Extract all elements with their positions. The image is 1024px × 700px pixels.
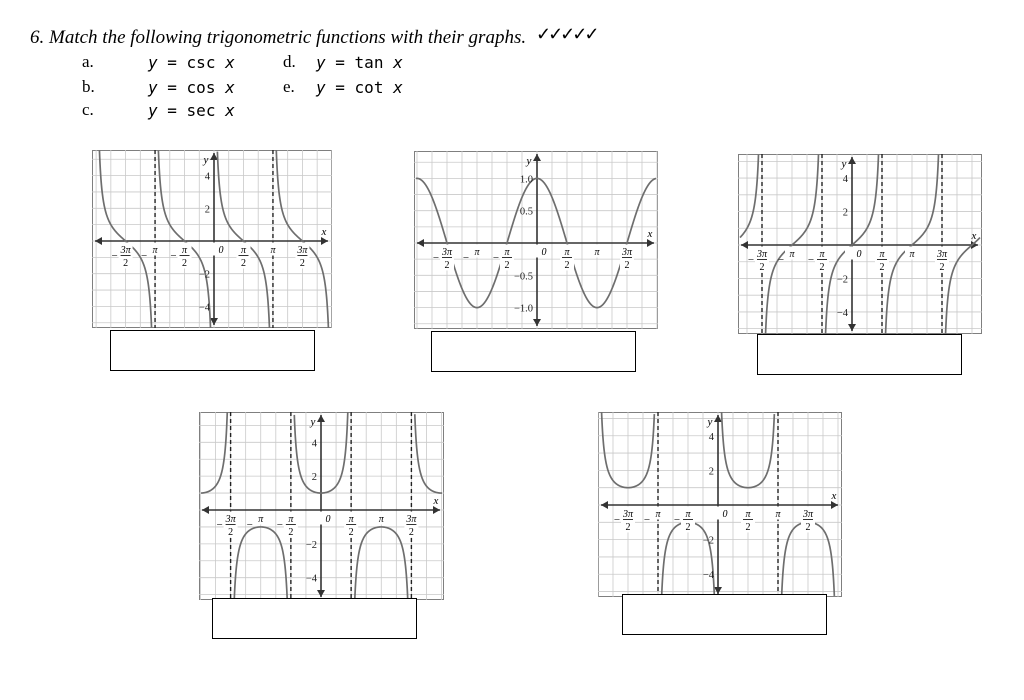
y-tick-label: 4 (311, 438, 317, 450)
x-tick-minus: − (216, 519, 223, 531)
x-tick-numerator: 0 (856, 249, 862, 260)
graph-cos (414, 151, 658, 329)
option-function (148, 78, 235, 97)
x-tick-numerator: π (474, 247, 480, 258)
y-tick-label: −1.0 (513, 303, 533, 315)
x-tick-denominator: 2 (408, 527, 414, 538)
x-tick-numerator: 3π (225, 514, 236, 525)
x-tick-numerator: π (240, 245, 246, 256)
x-tick-numerator: π (182, 245, 188, 256)
x-tick-numerator: π (789, 249, 795, 260)
x-tick-denominator: 2 (564, 260, 570, 271)
option-letter: c. (82, 100, 94, 119)
x-tick-denominator: 2 (288, 527, 294, 538)
answer-box-3[interactable] (757, 334, 962, 375)
option-equals: = (325, 78, 355, 97)
x-axis-label: x (971, 230, 977, 242)
x-tick-numerator: π (152, 245, 158, 256)
x-tick-label (236, 243, 250, 270)
y-tick-label: −4 (198, 302, 210, 314)
y-tick-label: 2 (842, 207, 848, 219)
x-tick-numerator: 3π (441, 247, 453, 258)
x-tick-numerator: π (288, 514, 294, 525)
y-tick-label: −2 (198, 269, 210, 281)
x-tick-label (935, 247, 949, 274)
x-axis-label: x (831, 490, 837, 502)
x-tick-label (530, 245, 547, 259)
y-tick-label: −2 (836, 274, 848, 286)
y-axis-label: y (707, 416, 713, 428)
option-equals: = (157, 101, 187, 120)
x-tick-numerator: 3π (297, 245, 308, 256)
x-tick-label (295, 243, 309, 270)
x-tick-minus: − (492, 252, 500, 264)
y-tick-label: 4 (842, 174, 848, 186)
x-tick-numerator: π (685, 509, 691, 520)
x-tick-numerator: π (745, 509, 751, 520)
option-func-name: sec (186, 101, 226, 120)
x-tick-numerator: π (378, 514, 384, 525)
answer-box-4[interactable] (212, 598, 417, 639)
question-prompt: Match the following trigonometric functions with their graphs. (49, 27, 527, 48)
x-tick-label (207, 243, 224, 257)
option-equals: = (325, 53, 355, 72)
option-equals: = (157, 53, 187, 72)
x-tick-denominator: 2 (939, 262, 945, 273)
option-function (316, 53, 403, 72)
option-function (148, 53, 235, 72)
x-tick-label (314, 512, 331, 526)
x-tick-denominator: 2 (685, 522, 691, 533)
x-tick-label (771, 507, 785, 521)
x-tick-minus: − (777, 254, 785, 266)
x-tick-numerator: 0 (722, 509, 728, 520)
option-y-prefix: y (148, 53, 158, 72)
graph-frame (739, 155, 982, 334)
y-tick-label: 2 (708, 466, 714, 478)
x-tick-numerator: π (775, 509, 781, 520)
y-tick-label: −2 (702, 535, 714, 547)
option-variable: x (225, 101, 235, 120)
option-y-prefix: y (148, 101, 158, 120)
x-tick-minus: − (140, 250, 148, 262)
x-tick-minus: − (807, 254, 815, 266)
y-axis-label: y (310, 416, 316, 428)
option-function (148, 101, 235, 120)
x-tick-numerator: π (270, 245, 276, 256)
x-tick-numerator: π (564, 247, 570, 258)
option-func-name: tan (354, 53, 394, 72)
x-tick-denominator: 2 (348, 527, 354, 538)
x-tick-numerator: π (879, 249, 885, 260)
y-tick-label: 2 (204, 204, 210, 216)
question-number: 6. (30, 27, 45, 48)
y-tick-label: −2 (305, 539, 317, 551)
x-tick-numerator: π (655, 509, 661, 520)
x-tick-numerator: π (594, 247, 600, 258)
y-tick-label: −4 (702, 570, 714, 582)
x-tick-label (404, 512, 418, 539)
x-tick-denominator: 2 (504, 260, 510, 271)
answer-box-1[interactable] (110, 330, 315, 371)
x-tick-minus: − (747, 254, 755, 266)
option-variable: x (225, 53, 235, 72)
y-tick-label: 1.0 (519, 174, 533, 186)
x-tick-numerator: 3π (406, 514, 417, 525)
option-func-name: cot (354, 78, 394, 97)
x-tick-numerator: π (348, 514, 354, 525)
option-variable: x (393, 53, 403, 72)
x-tick-minus: − (276, 519, 283, 531)
x-tick-minus: − (462, 252, 470, 264)
graph-tan (738, 154, 982, 334)
x-axis-label: x (433, 495, 439, 507)
x-tick-label (560, 245, 574, 272)
option-func-name: cos (186, 78, 226, 97)
x-tick-label (711, 507, 728, 521)
y-axis-label: y (526, 155, 532, 167)
x-tick-numerator: 3π (621, 247, 633, 258)
x-tick-denominator: 2 (625, 522, 631, 533)
x-tick-label (875, 247, 889, 274)
x-tick-minus: − (111, 250, 118, 262)
y-axis-label: y (203, 154, 209, 166)
option-letter: e. (283, 77, 295, 96)
x-tick-minus: − (673, 514, 681, 526)
x-tick-numerator: 0 (218, 245, 224, 256)
question-text (30, 27, 526, 49)
option-func-name: csc (186, 53, 226, 72)
x-tick-label (344, 512, 358, 539)
x-tick-numerator: π (819, 249, 825, 260)
y-tick-label: 0.5 (519, 206, 533, 218)
x-tick-label (266, 243, 280, 257)
x-tick-label (374, 512, 388, 526)
x-tick-denominator: 2 (759, 262, 765, 273)
option-equals: = (157, 78, 187, 97)
x-tick-label (590, 245, 604, 259)
x-tick-numerator: π (909, 249, 915, 260)
x-tick-denominator: 2 (624, 260, 630, 271)
x-tick-denominator: 2 (745, 522, 751, 533)
graph-csc (598, 412, 842, 597)
x-tick-denominator: 2 (819, 262, 825, 273)
x-tick-denominator: 2 (299, 258, 305, 269)
x-tick-numerator: 3π (622, 509, 634, 520)
x-tick-minus: − (246, 519, 253, 531)
checkmarks: ✓✓✓✓✓ (536, 24, 597, 44)
y-tick-label: −0.5 (513, 271, 533, 283)
x-axis-label: x (321, 226, 327, 238)
x-tick-denominator: 2 (228, 527, 234, 538)
x-tick-denominator: 2 (240, 258, 246, 269)
answer-box-5[interactable] (622, 594, 827, 635)
graph-cot (92, 150, 332, 328)
option-variable: x (393, 78, 403, 97)
x-tick-numerator: 0 (325, 514, 331, 525)
y-tick-label: 2 (311, 472, 317, 484)
x-tick-label (801, 507, 815, 534)
option-letter: d. (283, 52, 296, 71)
x-tick-numerator: π (504, 247, 510, 258)
x-tick-minus: − (613, 514, 621, 526)
y-tick-label: −4 (305, 573, 317, 585)
x-tick-label (905, 247, 919, 261)
graph-frame (93, 151, 332, 328)
x-tick-numerator: 3π (802, 509, 814, 520)
x-tick-numerator: 3π (936, 249, 948, 260)
option-letter: a. (82, 52, 94, 71)
x-tick-minus: − (170, 250, 177, 262)
x-tick-denominator: 2 (123, 258, 129, 269)
x-tick-label (845, 247, 862, 261)
option-y-prefix: y (148, 78, 158, 97)
x-tick-denominator: 2 (805, 522, 811, 533)
y-tick-label: 4 (204, 171, 210, 183)
y-axis-label: y (841, 158, 847, 170)
answer-box-2[interactable] (431, 331, 636, 372)
x-tick-label (620, 245, 634, 272)
option-y-prefix: y (316, 78, 326, 97)
option-letter: b. (82, 77, 95, 96)
x-tick-label (741, 507, 755, 534)
option-variable: x (225, 78, 235, 97)
x-tick-numerator: 3π (120, 245, 131, 256)
x-tick-denominator: 2 (182, 258, 188, 269)
x-tick-denominator: 2 (444, 260, 450, 271)
y-tick-label: −4 (836, 307, 848, 319)
x-tick-numerator: π (258, 514, 264, 525)
x-tick-numerator: 3π (756, 249, 768, 260)
x-tick-minus: − (643, 514, 651, 526)
y-tick-label: 4 (708, 431, 714, 443)
option-y-prefix: y (316, 53, 326, 72)
x-tick-denominator: 2 (879, 262, 885, 273)
option-function (316, 78, 403, 97)
x-tick-numerator: 0 (541, 247, 547, 258)
x-tick-minus: − (432, 252, 440, 264)
x-axis-label: x (647, 228, 653, 240)
graph-sec (199, 412, 444, 600)
